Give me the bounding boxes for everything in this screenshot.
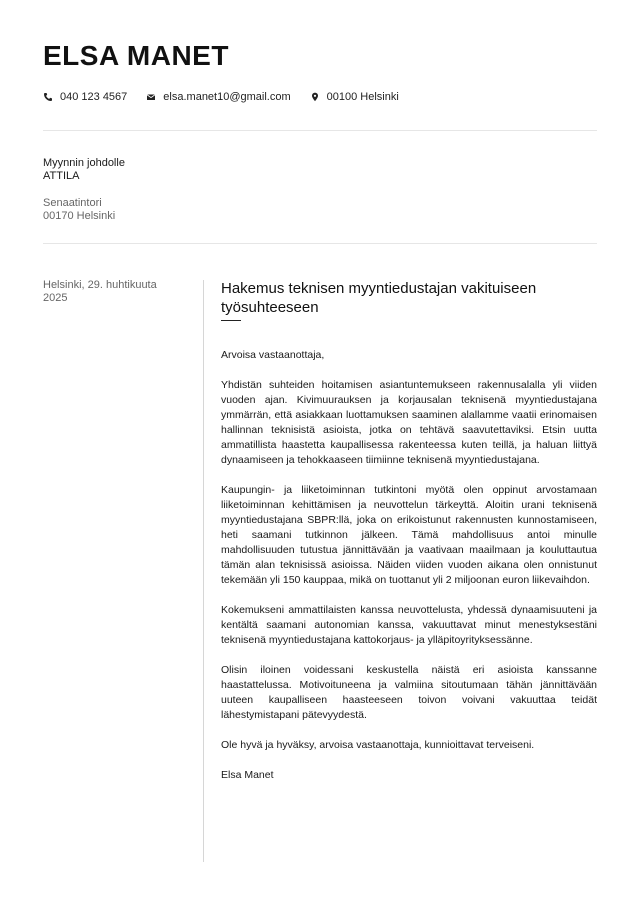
recipient-address xyxy=(43,197,125,223)
email-text: elsa.manet10@gmail.com xyxy=(163,91,291,103)
location-pin-icon xyxy=(310,92,320,102)
recipient-company: ATTILA xyxy=(43,170,80,182)
letter-paragraph: Olisin iloinen voidessani keskustella näistä eri asioista kanssanne haastattelussa. Motivoituneena ja valmiina sitoutumaan tähän jännittävään uuteen kaupalliseen haasteeseen toivon voivani vakuuttaa teidät lähestymistapani pätevyydestä. xyxy=(221,664,597,721)
letter-signature: Elsa Manet xyxy=(221,769,274,781)
divider xyxy=(43,243,597,244)
recipient-city: 00170 Helsinki xyxy=(43,210,116,222)
applicant-name: ELSA MANET xyxy=(43,40,229,71)
letter-paragraph: Kaupungin- ja liiketoiminnan tutkintoni myötä olen oppinut arvostamaan liiketoiminnan kehittämisen ja neuvottelun tärkeyttä. Aloitin urani teknisenä myyntiedustajana SBPR:llä, joka on erikoistunut rakennusten kunnostamiseen, heti saamani tutkinnon jälkeen. Tämä mahdollisuus antoi minulle mahdollisuuden tutustua jännittävään ja vaativaan maailmaan ja kouluttautua tämän alan teknisissä asioissa. Näiden viiden vuoden aikana olen onnistunut tekemään yli 150 kauppaa, mikä on tuottanut yli 2 miljoonan euron liikevaihdon. xyxy=(221,484,597,586)
letter-subject: Hakemus teknisen myyntiedustajan vakituiseen työsuhteeseen xyxy=(221,280,537,316)
location-text: 00100 Helsinki xyxy=(326,91,399,103)
letter-closing: Ole hyvä ja hyväksy, arvoisa vastaanottaja, kunnioittavat terveiseni. xyxy=(221,739,535,751)
recipient-street: Senaatintori xyxy=(43,197,102,209)
subject-underline xyxy=(221,320,241,321)
contact-bar xyxy=(43,91,418,103)
divider xyxy=(43,130,597,131)
envelope-icon xyxy=(146,92,156,102)
vertical-divider xyxy=(203,280,204,862)
letter-paragraph: Yhdistän suhteiden hoitamisen asiantuntemukseen rakennusalalla yli viiden vuoden ajan. Kivimuurauksen ja korjausalan teknisenä myyntiedustajana ymmärrän, että asiakkaan luottamuksen saaminen alallamme vaatii erinomaisen hallinnan teknisistä asioista, jotka on tehtävä saavutettaviksi. Etsin uutta ammatillista haastetta kaupallisessa rakenteessa kuten teillä, ja haluan liittyä dynaamiseen ja tehokkaaseen tiimiinne teknisenä myyntiedustajana. xyxy=(221,379,597,466)
recipient-block xyxy=(43,157,125,223)
contact-location xyxy=(310,91,399,103)
letter-paragraph: Kokemukseni ammattilaisten kanssa neuvottelusta, yhdessä dynaamisuuteni ja kentältä saamani autonomian kanssa, vakuuttavat minut menestyksestäni teknisenä myyntiedustajana kattokorjaus- ja ylläpitoyrityksessänne. xyxy=(221,604,597,646)
letter-body xyxy=(221,279,597,783)
contact-email xyxy=(146,91,290,103)
letter-date: Helsinki, 29. huhtikuuta 2025 xyxy=(43,279,157,304)
phone-text: 040 123 4567 xyxy=(60,91,128,103)
letter-greeting: Arvoisa vastaanottaja, xyxy=(221,349,325,361)
recipient-title: Myynnin johdolle xyxy=(43,157,125,169)
phone-icon xyxy=(43,92,53,102)
contact-phone xyxy=(43,91,127,103)
